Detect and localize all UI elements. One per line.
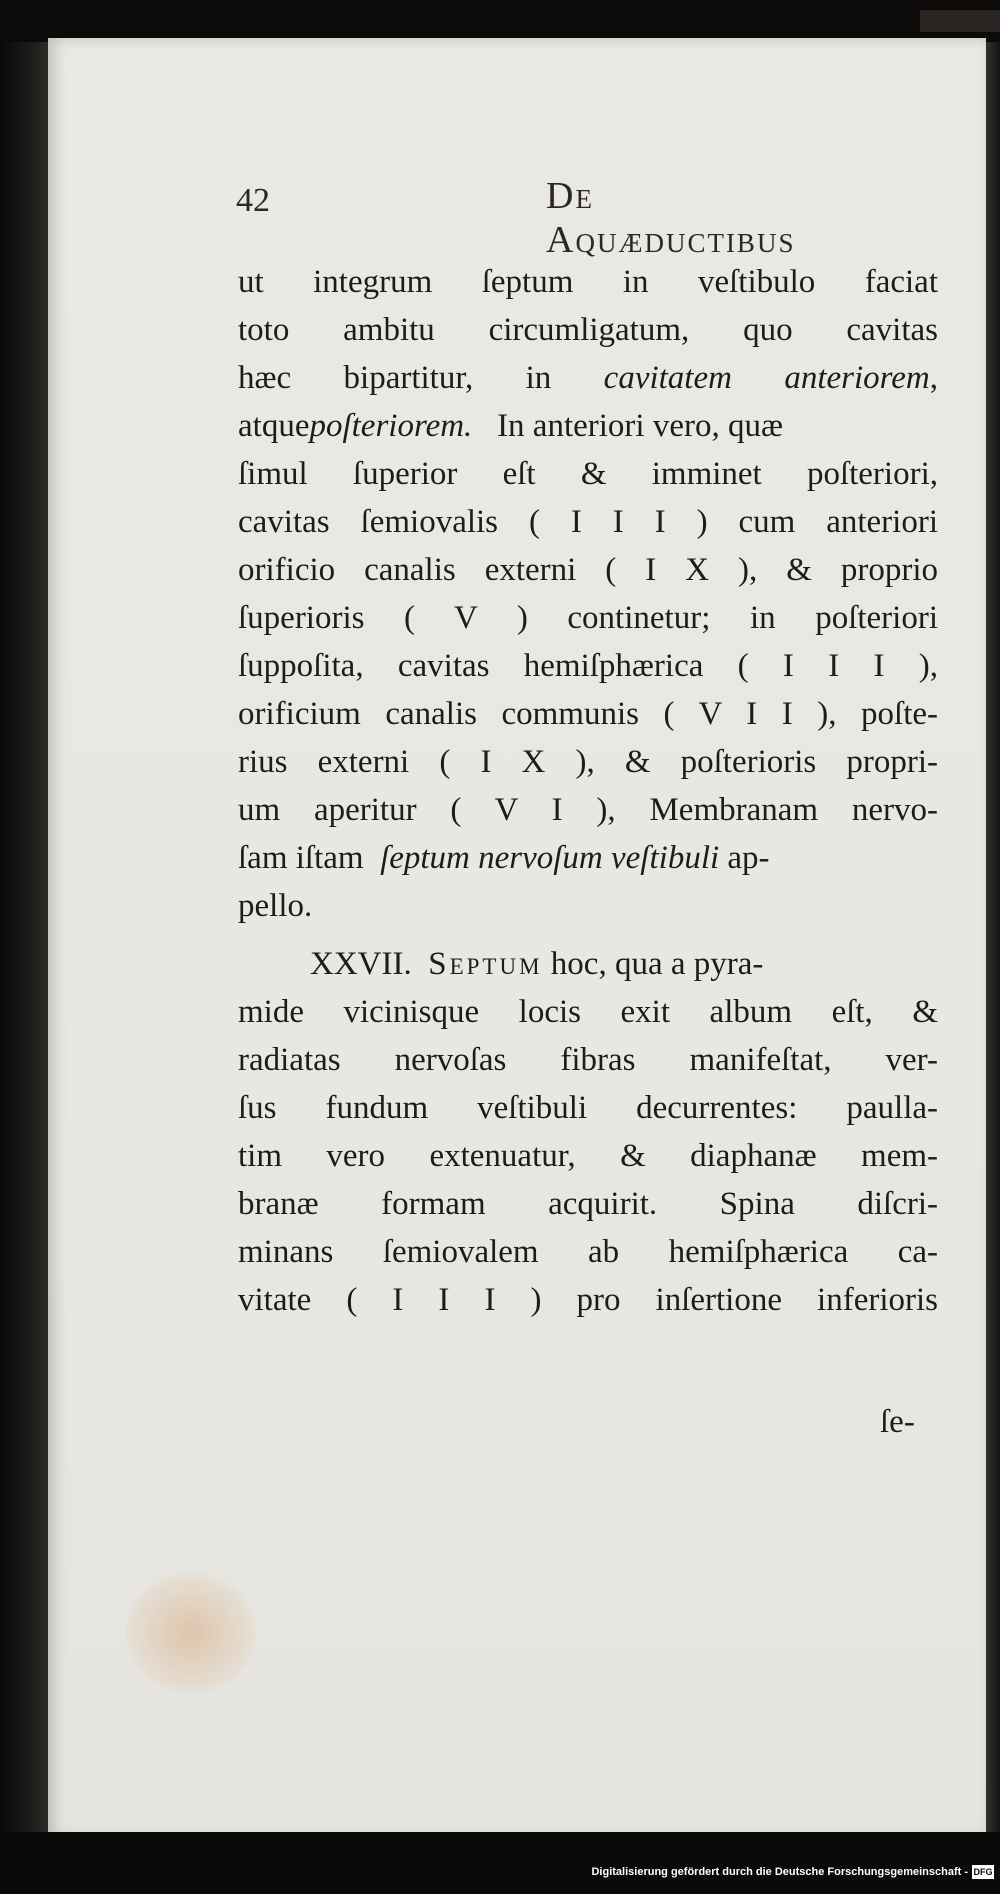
text-line: tim vero extenuatur, & diaphanæ mem- <box>238 1138 938 1174</box>
book-gutter-shadow <box>0 42 48 1832</box>
text-line: hæc bipartitur, in cavitatem anteriorem, <box>238 360 938 396</box>
text-line: ut integrum ſeptum in veſtibulo faciat <box>238 264 938 300</box>
italic-term: cavitatem anteriorem <box>603 360 930 396</box>
section-numeral: XXVII. <box>310 946 412 982</box>
dfg-logo: DFG <box>973 1867 993 1877</box>
text-span: hæc bipartitur, in <box>238 360 552 396</box>
page-header <box>188 146 796 261</box>
italic-term: ſeptum nervoſum veſtibuli <box>380 840 720 876</box>
text-line: toto ambitu circumligatum, quo cavitas <box>238 312 938 348</box>
text-line: mide vicinisque locis exit album eſt, & <box>238 994 938 1030</box>
scan-footer <box>0 1832 1000 1894</box>
scan-top-border <box>0 0 1000 42</box>
page-number: 42 <box>236 182 270 219</box>
text-span: In anteriori vero, quæ <box>497 408 783 444</box>
digitization-credit: Digitalisierung gefördert durch die Deutsche Forschungsgemeinschaft - <box>591 1866 968 1878</box>
text-span: ſam iſtam <box>238 840 364 876</box>
text-line: minans ſemiovalem ab hemiſphærica ca- <box>238 1234 938 1270</box>
text-line: pello. <box>238 888 313 924</box>
text-line: branæ formam acquirit. Spina diſcri- <box>238 1186 938 1222</box>
text-line: vitate ( I I I ) pro inſertione inferioris <box>238 1282 938 1318</box>
text-line: ſuppoſita, cavitas hemiſphærica ( I I I ), <box>238 648 938 684</box>
paper-stain <box>126 1573 256 1693</box>
text-line: radiatas nervoſas fibras manifeſtat, ver- <box>238 1042 938 1078</box>
text-line: rius externi ( I X ), & poſterioris propri- <box>238 744 938 780</box>
italic-term: poſteriorem. <box>309 408 473 444</box>
text-line: orificium canalis communis ( V I I ), poſte- <box>238 696 938 732</box>
text-line: ſus fundum veſtibuli decurrentes: paulla- <box>238 1090 938 1126</box>
text-line: cavitas ſemiovalis ( I I I ) cum anteriori <box>238 504 938 540</box>
catchword: ſe- <box>880 1404 915 1440</box>
section-first-word: Septum <box>428 946 543 982</box>
text-line: orificio canalis externi ( I X ), & proprio <box>238 552 938 588</box>
section-heading-line <box>310 938 938 990</box>
text-line: ſimul ſuperior eſt & imminet poſteriori, <box>238 456 938 492</box>
text-line: ſuperioris ( V ) continetur; in poſteriori <box>238 600 938 636</box>
text-line <box>238 400 783 452</box>
running-head: De Aquæductibus <box>546 175 796 261</box>
text-line <box>238 832 770 884</box>
text-span: atque <box>238 408 310 444</box>
text-line: um aperitur ( V I ), Membranam nervo- <box>238 792 938 828</box>
text-span: ap- <box>727 840 770 876</box>
text-span: hoc, qua a pyra- <box>550 946 764 982</box>
